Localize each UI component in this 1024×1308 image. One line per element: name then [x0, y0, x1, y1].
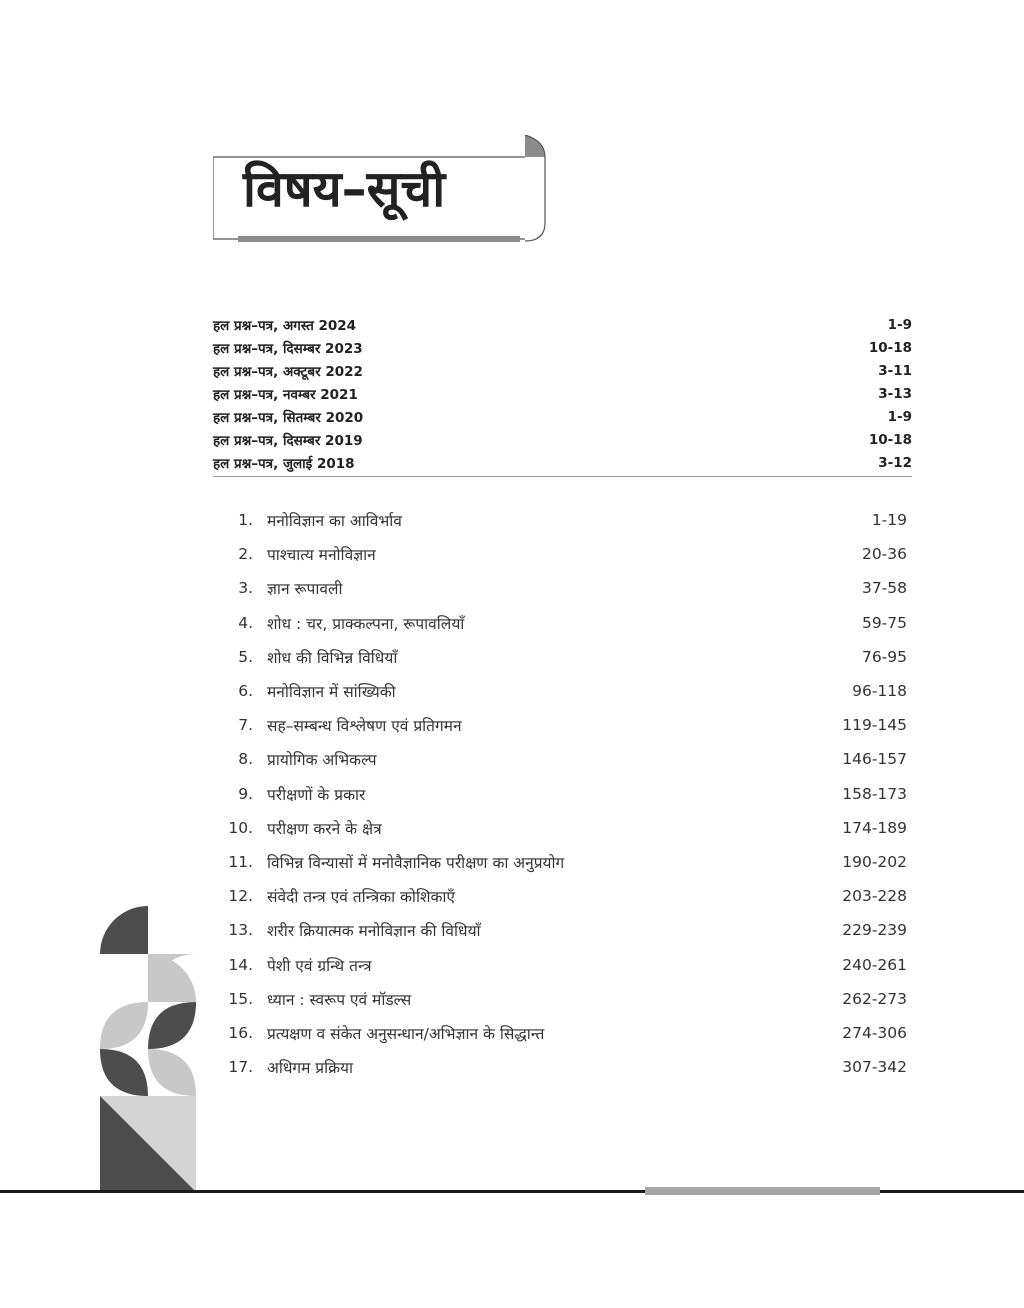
- chapter-pages: 262-273: [842, 989, 907, 1008]
- chapter-number: 4.: [238, 613, 253, 632]
- chapter-title: विभिन्न विन्यासों में मनोवैज्ञानिक परीक्षण का अनुप्रयोग: [267, 853, 565, 872]
- chapter-row: [213, 947, 907, 981]
- solved-papers-list: [213, 313, 912, 474]
- paper-row: [213, 359, 912, 382]
- paper-pages: 3-12: [878, 454, 912, 471]
- chapters-list: [213, 503, 907, 1084]
- chapter-number: 2.: [238, 545, 253, 564]
- paper-label: हल प्रश्न–पत्र, सितम्बर 2020: [213, 409, 364, 426]
- paper-row: [213, 382, 912, 405]
- chapter-row: [213, 708, 907, 742]
- chapter-pages: 174-189: [842, 818, 907, 837]
- chapter-title: परीक्षण करने के क्षेत्र: [267, 819, 382, 838]
- chapter-row: [213, 845, 907, 879]
- chapter-title: शरीर क्रियात्मक मनोविज्ञान की विधियाँ: [267, 922, 481, 941]
- chapter-pages: 158-173: [842, 784, 907, 803]
- chapter-number: 11.: [228, 852, 253, 871]
- chapter-pages: 59-75: [861, 613, 907, 632]
- chapter-title: अधिगम प्रक्रिया: [267, 1059, 354, 1078]
- chapter-title: ज्ञान रूपावली: [267, 580, 343, 599]
- chapter-row: [213, 537, 907, 571]
- chapter-row: [213, 982, 907, 1016]
- chapter-title: शोध : चर, प्राक्कल्पना, रूपावलियाँ: [267, 614, 465, 633]
- paper-label: हल प्रश्न–पत्र, जुलाई 2018: [213, 455, 355, 472]
- chapter-pages: 240-261: [842, 955, 907, 974]
- title-banner: [213, 135, 553, 245]
- decorative-geometry: [100, 906, 196, 1192]
- chapter-title: परीक्षणों के प्रकार: [267, 785, 366, 804]
- chapter-title: मनोविज्ञान का आविर्भाव: [267, 512, 402, 531]
- paper-pages: 3-11: [878, 362, 912, 379]
- chapter-number: 13.: [228, 921, 253, 940]
- chapter-number: 1.: [238, 511, 253, 530]
- chapter-title: पेशी एवं ग्रन्थि तन्त्र: [267, 956, 372, 975]
- chapter-number: 9.: [238, 784, 253, 803]
- chapter-number: 3.: [238, 579, 253, 598]
- chapter-pages: 1-19: [871, 511, 907, 530]
- chapter-title: सह–सम्बन्ध विश्लेषण एवं प्रतिगमन: [267, 717, 462, 736]
- paper-row: [213, 451, 912, 474]
- chapter-pages: 146-157: [842, 750, 907, 769]
- chapter-number: 17.: [228, 1058, 253, 1077]
- chapter-number: 10.: [228, 818, 253, 837]
- chapter-pages: 190-202: [842, 852, 907, 871]
- paper-row: [213, 313, 912, 336]
- page-title: विषय–सूची: [243, 160, 446, 218]
- chapter-row: [213, 606, 907, 640]
- chapter-title: मनोविज्ञान में सांख्यिकी: [267, 683, 396, 702]
- section-divider: [213, 476, 912, 477]
- chapter-number: 16.: [228, 1023, 253, 1042]
- chapter-title: प्रत्यक्षण व संकेत अनुसन्धान/अभिज्ञान के सिद्धान्त: [267, 1024, 545, 1043]
- chapter-row: [213, 571, 907, 605]
- chapter-number: 6.: [238, 682, 253, 701]
- paper-row: [213, 336, 912, 359]
- chapter-title: संवेदी तन्त्र एवं तन्त्रिका कोशिकाएँ: [267, 888, 455, 907]
- chapter-pages: 119-145: [842, 716, 907, 735]
- chapter-row: [213, 913, 907, 947]
- chapter-row: [213, 640, 907, 674]
- chapter-title: शोध की विभिन्न विधियाँ: [267, 648, 398, 667]
- chapter-pages: 274-306: [842, 1023, 907, 1042]
- chapter-title: प्रायोगिक अभिकल्प: [267, 751, 377, 770]
- chapter-pages: 37-58: [861, 579, 907, 598]
- chapter-row: [213, 811, 907, 845]
- paper-pages: 1-9: [887, 316, 912, 333]
- paper-pages: 10-18: [868, 339, 912, 356]
- chapter-pages: 307-342: [842, 1058, 907, 1077]
- paper-label: हल प्रश्न–पत्र, अगस्त 2024: [213, 317, 357, 334]
- paper-label: हल प्रश्न–पत्र, नवम्बर 2021: [213, 386, 358, 403]
- chapter-number: 7.: [238, 716, 253, 735]
- paper-label: हल प्रश्न–पत्र, दिसम्बर 2019: [213, 432, 363, 449]
- chapter-number: 8.: [238, 750, 253, 769]
- paper-label: हल प्रश्न–पत्र, दिसम्बर 2023: [213, 340, 363, 357]
- chapter-row: [213, 777, 907, 811]
- chapter-number: 15.: [228, 989, 253, 1008]
- chapter-number: 12.: [228, 887, 253, 906]
- chapter-pages: 20-36: [861, 545, 907, 564]
- chapter-number: 5.: [238, 647, 253, 666]
- footer-accent-bar: [645, 1187, 880, 1195]
- chapter-row: [213, 503, 907, 537]
- paper-pages: 10-18: [868, 431, 912, 448]
- chapter-row: [213, 1016, 907, 1050]
- paper-row: [213, 405, 912, 428]
- chapter-title: पाश्चात्य मनोविज्ञान: [267, 546, 376, 565]
- chapter-row: [213, 742, 907, 776]
- paper-row: [213, 428, 912, 451]
- chapter-pages: 229-239: [842, 921, 907, 940]
- chapter-row: [213, 1050, 907, 1084]
- chapter-pages: 96-118: [852, 682, 907, 701]
- chapter-title: ध्यान : स्वरूप एवं मॉडल्स: [267, 990, 412, 1009]
- chapter-row: [213, 879, 907, 913]
- paper-label: हल प्रश्न–पत्र, अक्टूबर 2022: [213, 363, 363, 380]
- paper-pages: 1-9: [887, 408, 912, 425]
- chapter-number: 14.: [228, 955, 253, 974]
- chapter-row: [213, 674, 907, 708]
- chapter-pages: 203-228: [842, 887, 907, 906]
- chapter-pages: 76-95: [861, 647, 907, 666]
- paper-pages: 3-13: [878, 385, 912, 402]
